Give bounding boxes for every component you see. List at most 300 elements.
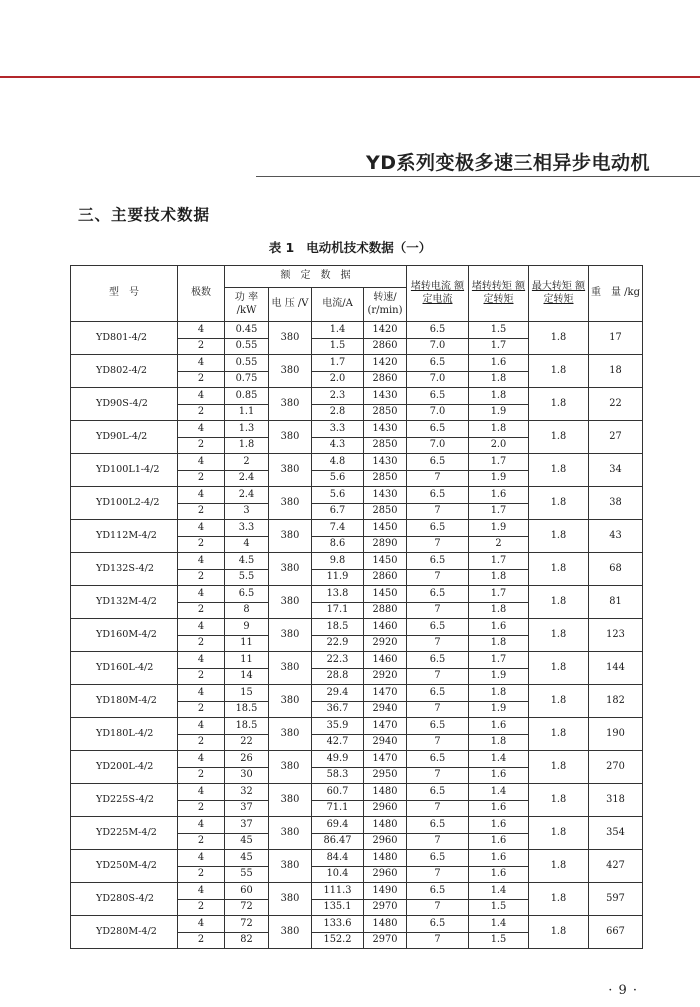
- cell-power: 0.55: [225, 355, 269, 372]
- cell-poles: 2: [178, 668, 225, 685]
- table-row: [71, 355, 643, 372]
- table-row: [71, 718, 643, 735]
- cell-max-torque-ratio: 1.8: [529, 751, 589, 784]
- cell-locked-torque-ratio: 1.6: [469, 833, 529, 850]
- cell-weight: 34: [589, 454, 643, 487]
- cell-current: 17.1: [312, 602, 364, 619]
- cell-poles: 2: [178, 338, 225, 355]
- cell-locked-torque-ratio: 2: [469, 536, 529, 553]
- cell-current: 11.9: [312, 569, 364, 586]
- cell-max-torque-ratio: 1.8: [529, 355, 589, 388]
- table-row: [71, 421, 643, 438]
- cell-locked-current-ratio: 7: [407, 767, 469, 784]
- cell-locked-current-ratio: 6.5: [407, 421, 469, 438]
- cell-voltage: 380: [269, 388, 312, 421]
- table-row: [71, 388, 643, 405]
- cell-locked-current-ratio: 7.0: [407, 437, 469, 454]
- table-row: [71, 586, 643, 603]
- cell-locked-current-ratio: 6.5: [407, 388, 469, 405]
- cell-max-torque-ratio: 1.8: [529, 487, 589, 520]
- cell-max-torque-ratio: 1.8: [529, 322, 589, 355]
- cell-voltage: 380: [269, 883, 312, 916]
- cell-locked-torque-ratio: 1.7: [469, 553, 529, 570]
- cell-voltage: 380: [269, 454, 312, 487]
- cell-locked-current-ratio: 7: [407, 668, 469, 685]
- cell-power: 0.55: [225, 338, 269, 355]
- cell-current: 3.3: [312, 421, 364, 438]
- cell-poles: 2: [178, 371, 225, 388]
- cell-locked-torque-ratio: 2.0: [469, 437, 529, 454]
- cell-current: 42.7: [312, 734, 364, 751]
- cell-speed: 1490: [364, 883, 407, 900]
- cell-locked-current-ratio: 6.5: [407, 355, 469, 372]
- cell-model: YD180M-4/2: [71, 685, 178, 718]
- cell-current: 58.3: [312, 767, 364, 784]
- cell-locked-torque-ratio: 1.6: [469, 817, 529, 834]
- cell-current: 60.7: [312, 784, 364, 801]
- cell-current: 7.4: [312, 520, 364, 537]
- cell-power: 9: [225, 619, 269, 636]
- cell-power: 6.5: [225, 586, 269, 603]
- cell-current: 8.6: [312, 536, 364, 553]
- cell-locked-current-ratio: 7: [407, 602, 469, 619]
- cell-locked-current-ratio: 7: [407, 734, 469, 751]
- motor-spec-table: [70, 265, 643, 949]
- cell-speed: 2960: [364, 833, 407, 850]
- cell-locked-torque-ratio: 1.7: [469, 454, 529, 471]
- cell-locked-current-ratio: 7: [407, 635, 469, 652]
- cell-speed: 1420: [364, 322, 407, 339]
- cell-locked-torque-ratio: 1.6: [469, 487, 529, 504]
- cell-poles: 4: [178, 883, 225, 900]
- cell-current: 2.0: [312, 371, 364, 388]
- header-voltage: 电 压 /V: [269, 288, 312, 322]
- cell-locked-current-ratio: 6.5: [407, 553, 469, 570]
- cell-poles: 4: [178, 916, 225, 933]
- cell-poles: 4: [178, 619, 225, 636]
- header-rated-data: 额 定 数 据: [225, 266, 407, 288]
- cell-locked-current-ratio: 6.5: [407, 586, 469, 603]
- cell-locked-current-ratio: 7: [407, 503, 469, 520]
- cell-current: 49.9: [312, 751, 364, 768]
- cell-locked-current-ratio: 7: [407, 932, 469, 949]
- cell-poles: 4: [178, 751, 225, 768]
- cell-poles: 2: [178, 569, 225, 586]
- cell-speed: 1430: [364, 454, 407, 471]
- cell-max-torque-ratio: 1.8: [529, 652, 589, 685]
- cell-power: 2.4: [225, 487, 269, 504]
- cell-max-torque-ratio: 1.8: [529, 421, 589, 454]
- cell-model: YD225M-4/2: [71, 817, 178, 850]
- cell-max-torque-ratio: 1.8: [529, 883, 589, 916]
- cell-max-torque-ratio: 1.8: [529, 685, 589, 718]
- cell-current: 4.8: [312, 454, 364, 471]
- cell-power: 45: [225, 833, 269, 850]
- cell-power: 4: [225, 536, 269, 553]
- cell-poles: 4: [178, 388, 225, 405]
- cell-locked-current-ratio: 6.5: [407, 784, 469, 801]
- cell-power: 32: [225, 784, 269, 801]
- cell-max-torque-ratio: 1.8: [529, 520, 589, 553]
- cell-speed: 1480: [364, 817, 407, 834]
- cell-locked-current-ratio: 6.5: [407, 718, 469, 735]
- cell-speed: 2940: [364, 701, 407, 718]
- cell-poles: 2: [178, 899, 225, 916]
- cell-power: 1.8: [225, 437, 269, 454]
- table-row: [71, 520, 643, 537]
- cell-power: 37: [225, 800, 269, 817]
- cell-max-torque-ratio: 1.8: [529, 388, 589, 421]
- cell-locked-current-ratio: 7: [407, 899, 469, 916]
- cell-current: 1.4: [312, 322, 364, 339]
- cell-model: YD180L-4/2: [71, 718, 178, 751]
- cell-voltage: 380: [269, 355, 312, 388]
- cell-model: YD160L-4/2: [71, 652, 178, 685]
- cell-current: 111.3: [312, 883, 364, 900]
- cell-speed: 1450: [364, 586, 407, 603]
- cell-locked-torque-ratio: 1.7: [469, 503, 529, 520]
- cell-max-torque-ratio: 1.8: [529, 916, 589, 949]
- cell-weight: 17: [589, 322, 643, 355]
- page-number: · 9 ·: [608, 983, 638, 998]
- cell-locked-current-ratio: 7: [407, 833, 469, 850]
- cell-locked-current-ratio: 7: [407, 536, 469, 553]
- top-red-rule: [0, 76, 700, 78]
- cell-weight: 43: [589, 520, 643, 553]
- cell-speed: 2850: [364, 470, 407, 487]
- cell-weight: 123: [589, 619, 643, 652]
- cell-model: YD200L-4/2: [71, 751, 178, 784]
- cell-current: 35.9: [312, 718, 364, 735]
- cell-locked-torque-ratio: 1.6: [469, 355, 529, 372]
- cell-voltage: 380: [269, 619, 312, 652]
- cell-locked-torque-ratio: 1.6: [469, 850, 529, 867]
- cell-voltage: 380: [269, 421, 312, 454]
- cell-locked-torque-ratio: 1.4: [469, 883, 529, 900]
- cell-power: 0.75: [225, 371, 269, 388]
- cell-speed: 2920: [364, 635, 407, 652]
- table-row: [71, 850, 643, 867]
- cell-locked-torque-ratio: 1.8: [469, 635, 529, 652]
- cell-max-torque-ratio: 1.8: [529, 817, 589, 850]
- cell-locked-torque-ratio: 1.7: [469, 586, 529, 603]
- document-title: YD系列变极多速三相异步电动机: [365, 152, 650, 174]
- cell-locked-torque-ratio: 1.8: [469, 371, 529, 388]
- cell-poles: 2: [178, 767, 225, 784]
- cell-current: 2.3: [312, 388, 364, 405]
- cell-weight: 597: [589, 883, 643, 916]
- cell-power: 55: [225, 866, 269, 883]
- table-row: [71, 553, 643, 570]
- cell-model: YD250M-4/2: [71, 850, 178, 883]
- cell-speed: 1460: [364, 619, 407, 636]
- cell-locked-torque-ratio: 1.9: [469, 404, 529, 421]
- cell-weight: 270: [589, 751, 643, 784]
- cell-voltage: 380: [269, 850, 312, 883]
- cell-weight: 22: [589, 388, 643, 421]
- cell-speed: 1480: [364, 850, 407, 867]
- cell-locked-current-ratio: 7: [407, 470, 469, 487]
- table-row: [71, 322, 643, 339]
- cell-model: YD280S-4/2: [71, 883, 178, 916]
- cell-locked-current-ratio: 6.5: [407, 487, 469, 504]
- cell-locked-torque-ratio: 1.8: [469, 421, 529, 438]
- cell-locked-torque-ratio: 1.8: [469, 602, 529, 619]
- cell-poles: 4: [178, 685, 225, 702]
- cell-speed: 2960: [364, 800, 407, 817]
- cell-locked-current-ratio: 7: [407, 800, 469, 817]
- cell-poles: 4: [178, 520, 225, 537]
- cell-speed: 1450: [364, 553, 407, 570]
- cell-power: 5.5: [225, 569, 269, 586]
- cell-speed: 2860: [364, 371, 407, 388]
- cell-current: 86.47: [312, 833, 364, 850]
- header-max-torque-ratio: 最大转矩 额定转矩: [529, 266, 589, 322]
- cell-poles: 4: [178, 322, 225, 339]
- cell-current: 13.8: [312, 586, 364, 603]
- cell-locked-torque-ratio: 1.6: [469, 767, 529, 784]
- cell-speed: 1430: [364, 487, 407, 504]
- cell-model: YD801-4/2: [71, 322, 178, 355]
- header-weight: 重 量 /kg: [589, 266, 643, 322]
- cell-poles: 4: [178, 718, 225, 735]
- cell-speed: 1450: [364, 520, 407, 537]
- cell-model: YD112M-4/2: [71, 520, 178, 553]
- cell-locked-torque-ratio: 1.6: [469, 866, 529, 883]
- cell-power: 1.1: [225, 404, 269, 421]
- header-speed: 转速/ (r/min): [364, 288, 407, 322]
- cell-locked-current-ratio: 6.5: [407, 883, 469, 900]
- cell-speed: 2850: [364, 503, 407, 520]
- cell-speed: 1480: [364, 784, 407, 801]
- cell-current: 4.3: [312, 437, 364, 454]
- cell-locked-current-ratio: 6.5: [407, 916, 469, 933]
- cell-weight: 18: [589, 355, 643, 388]
- cell-speed: 1430: [364, 421, 407, 438]
- cell-locked-torque-ratio: 1.9: [469, 520, 529, 537]
- cell-power: 26: [225, 751, 269, 768]
- cell-poles: 2: [178, 800, 225, 817]
- cell-speed: 2970: [364, 932, 407, 949]
- table-header: [71, 266, 643, 322]
- header-model: 型 号: [71, 266, 178, 322]
- cell-speed: 2940: [364, 734, 407, 751]
- cell-poles: 2: [178, 470, 225, 487]
- cell-poles: 4: [178, 784, 225, 801]
- cell-weight: 81: [589, 586, 643, 619]
- header-locked-torque-ratio: 堵转转矩 额定转矩: [469, 266, 529, 322]
- cell-current: 133.6: [312, 916, 364, 933]
- cell-power: 2.4: [225, 470, 269, 487]
- cell-locked-torque-ratio: 1.4: [469, 916, 529, 933]
- cell-weight: 354: [589, 817, 643, 850]
- cell-current: 1.5: [312, 338, 364, 355]
- cell-poles: 2: [178, 734, 225, 751]
- cell-locked-torque-ratio: 1.5: [469, 932, 529, 949]
- cell-locked-torque-ratio: 1.8: [469, 388, 529, 405]
- header-poles: 极数: [178, 266, 225, 322]
- cell-current: 84.4: [312, 850, 364, 867]
- cell-current: 28.8: [312, 668, 364, 685]
- table-row: [71, 784, 643, 801]
- header-locked-current-ratio: 堵转电流 额定电流: [407, 266, 469, 322]
- cell-weight: 144: [589, 652, 643, 685]
- cell-current: 10.4: [312, 866, 364, 883]
- cell-max-torque-ratio: 1.8: [529, 619, 589, 652]
- cell-voltage: 380: [269, 718, 312, 751]
- cell-poles: 2: [178, 536, 225, 553]
- cell-speed: 2860: [364, 569, 407, 586]
- cell-locked-torque-ratio: 1.9: [469, 701, 529, 718]
- cell-model: YD280M-4/2: [71, 916, 178, 949]
- cell-power: 11: [225, 635, 269, 652]
- cell-locked-current-ratio: 6.5: [407, 751, 469, 768]
- cell-weight: 27: [589, 421, 643, 454]
- cell-power: 60: [225, 883, 269, 900]
- cell-speed: 1460: [364, 652, 407, 669]
- cell-max-torque-ratio: 1.8: [529, 850, 589, 883]
- cell-max-torque-ratio: 1.8: [529, 586, 589, 619]
- table-row: [71, 916, 643, 933]
- cell-weight: 68: [589, 553, 643, 586]
- cell-speed: 1420: [364, 355, 407, 372]
- cell-power: 0.85: [225, 388, 269, 405]
- cell-poles: 4: [178, 487, 225, 504]
- cell-current: 135.1: [312, 899, 364, 916]
- cell-voltage: 380: [269, 685, 312, 718]
- cell-locked-current-ratio: 6.5: [407, 817, 469, 834]
- cell-power: 3: [225, 503, 269, 520]
- cell-locked-torque-ratio: 1.8: [469, 734, 529, 751]
- cell-model: YD90L-4/2: [71, 421, 178, 454]
- cell-power: 15: [225, 685, 269, 702]
- title-underline: [256, 176, 700, 177]
- cell-speed: 1470: [364, 751, 407, 768]
- cell-locked-torque-ratio: 1.9: [469, 470, 529, 487]
- cell-current: 18.5: [312, 619, 364, 636]
- cell-locked-current-ratio: 7: [407, 701, 469, 718]
- cell-current: 5.6: [312, 487, 364, 504]
- section-title: 三、主要技术数据: [78, 206, 211, 224]
- cell-locked-torque-ratio: 1.5: [469, 322, 529, 339]
- cell-speed: 2970: [364, 899, 407, 916]
- cell-locked-current-ratio: 6.5: [407, 685, 469, 702]
- cell-locked-torque-ratio: 1.9: [469, 668, 529, 685]
- cell-power: 2: [225, 454, 269, 471]
- cell-current: 29.4: [312, 685, 364, 702]
- table-caption-number: 表 1: [268, 240, 295, 255]
- cell-max-torque-ratio: 1.8: [529, 784, 589, 817]
- cell-current: 2.8: [312, 404, 364, 421]
- cell-voltage: 380: [269, 322, 312, 355]
- cell-current: 1.7: [312, 355, 364, 372]
- cell-locked-current-ratio: 6.5: [407, 454, 469, 471]
- cell-locked-torque-ratio: 1.6: [469, 800, 529, 817]
- cell-poles: 4: [178, 586, 225, 603]
- cell-speed: 2880: [364, 602, 407, 619]
- cell-power: 18.5: [225, 701, 269, 718]
- cell-weight: 667: [589, 916, 643, 949]
- cell-speed: 2960: [364, 866, 407, 883]
- cell-poles: 2: [178, 437, 225, 454]
- cell-power: 72: [225, 899, 269, 916]
- table-caption: [0, 238, 700, 256]
- cell-voltage: 380: [269, 652, 312, 685]
- table-row: [71, 454, 643, 471]
- table-row: [71, 619, 643, 636]
- cell-poles: 2: [178, 635, 225, 652]
- cell-current: 36.7: [312, 701, 364, 718]
- cell-weight: 38: [589, 487, 643, 520]
- cell-power: 82: [225, 932, 269, 949]
- cell-power: 8: [225, 602, 269, 619]
- cell-power: 3.3: [225, 520, 269, 537]
- cell-current: 9.8: [312, 553, 364, 570]
- cell-locked-current-ratio: 7: [407, 866, 469, 883]
- cell-speed: 1470: [364, 685, 407, 702]
- cell-poles: 4: [178, 454, 225, 471]
- cell-speed: 2950: [364, 767, 407, 784]
- cell-locked-current-ratio: 6.5: [407, 322, 469, 339]
- cell-locked-current-ratio: 6.5: [407, 850, 469, 867]
- cell-poles: 2: [178, 833, 225, 850]
- table-row: [71, 751, 643, 768]
- cell-locked-torque-ratio: 1.7: [469, 338, 529, 355]
- cell-locked-torque-ratio: 1.4: [469, 751, 529, 768]
- cell-model: YD100L1-4/2: [71, 454, 178, 487]
- cell-current: 6.7: [312, 503, 364, 520]
- cell-current: 152.2: [312, 932, 364, 949]
- cell-speed: 1430: [364, 388, 407, 405]
- table-caption-text: 电动机技术数据（一）: [306, 240, 432, 255]
- cell-voltage: 380: [269, 520, 312, 553]
- cell-weight: 190: [589, 718, 643, 751]
- cell-power: 72: [225, 916, 269, 933]
- cell-speed: 2850: [364, 404, 407, 421]
- cell-speed: 1470: [364, 718, 407, 735]
- cell-speed: 2860: [364, 338, 407, 355]
- cell-locked-torque-ratio: 1.8: [469, 685, 529, 702]
- table-row: [71, 652, 643, 669]
- header-power: 功 率 /kW: [225, 288, 269, 322]
- cell-current: 71.1: [312, 800, 364, 817]
- cell-poles: 4: [178, 355, 225, 372]
- cell-locked-current-ratio: 7: [407, 569, 469, 586]
- cell-poles: 4: [178, 850, 225, 867]
- cell-locked-current-ratio: 6.5: [407, 652, 469, 669]
- cell-locked-current-ratio: 6.5: [407, 520, 469, 537]
- cell-power: 11: [225, 652, 269, 669]
- table-body: [71, 322, 643, 949]
- cell-speed: 2850: [364, 437, 407, 454]
- cell-power: 22: [225, 734, 269, 751]
- cell-current: 22.9: [312, 635, 364, 652]
- cell-current: 5.6: [312, 470, 364, 487]
- cell-power: 0.45: [225, 322, 269, 339]
- cell-voltage: 380: [269, 751, 312, 784]
- table-row: [71, 487, 643, 504]
- cell-model: YD100L2-4/2: [71, 487, 178, 520]
- cell-locked-current-ratio: 7.0: [407, 371, 469, 388]
- cell-power: 37: [225, 817, 269, 834]
- table-row: [71, 817, 643, 834]
- cell-voltage: 380: [269, 586, 312, 619]
- cell-voltage: 380: [269, 784, 312, 817]
- cell-locked-torque-ratio: 1.8: [469, 569, 529, 586]
- cell-power: 45: [225, 850, 269, 867]
- cell-locked-current-ratio: 7.0: [407, 338, 469, 355]
- cell-poles: 2: [178, 404, 225, 421]
